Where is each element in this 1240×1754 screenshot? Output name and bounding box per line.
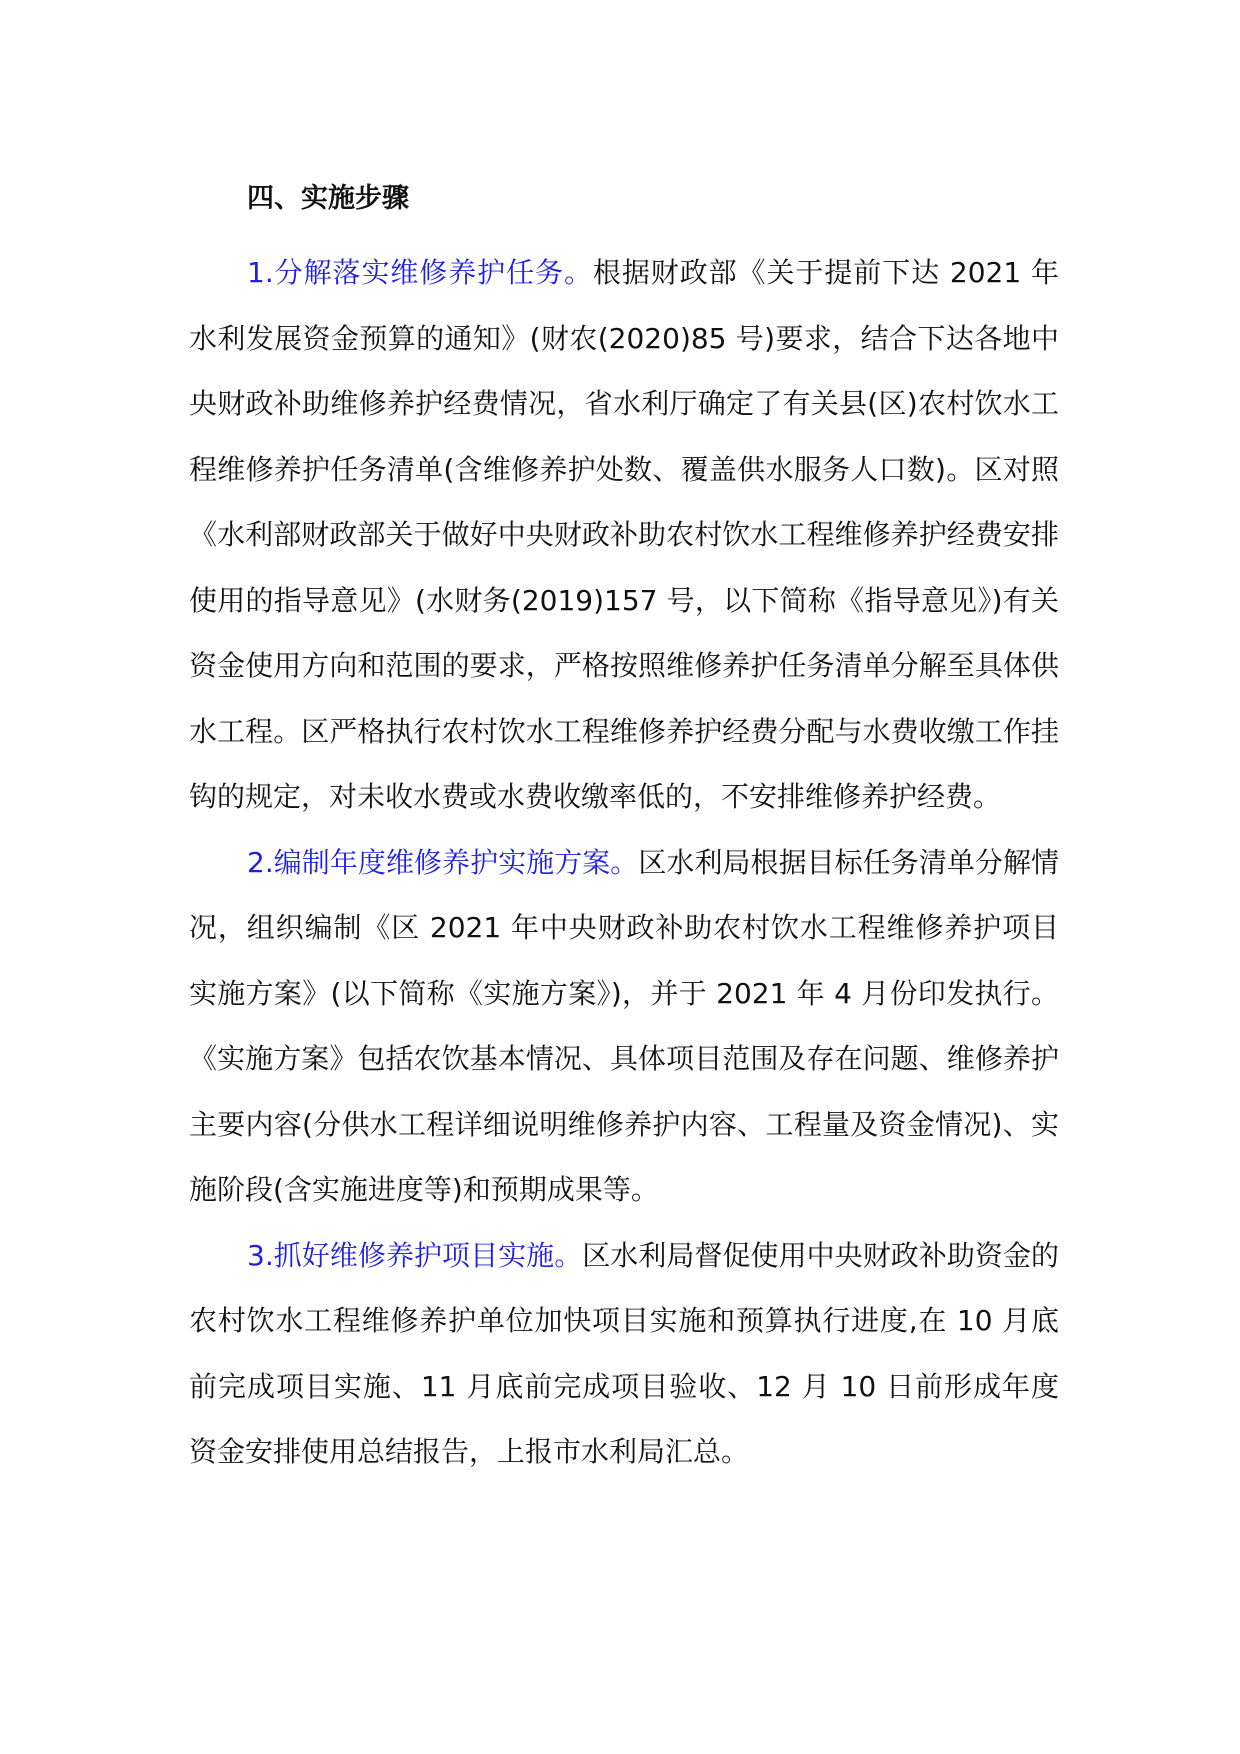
step-3-title: 3.抓好维修养护项目实施。 <box>247 1238 583 1272</box>
step-2-title: 2.编制年度维修养护实施方案。 <box>247 845 639 879</box>
step-1-title: 1.分解落实维修养护任务。 <box>247 256 593 289</box>
paragraph-step-1 <box>189 240 1059 830</box>
paragraph-step-3 <box>189 1223 1059 1485</box>
step-2-body: 区水利局根据目标任务清单分解情况，组织编制《区 2021 年中央财政补助农村饮水工程维修养护项目实施方案》(以下简称《实施方案》)，并于 2021 年 4 月份印发执行。《实施方案》包括农饮基本情况、具体项目范围及存在问题、维修养护主要内容(分供水工程详细说明维修养护内容、工程量及资金情况)、实施阶段(含实施进度等)和预期成果等。 <box>189 845 1059 1206</box>
document-content <box>189 166 1059 1485</box>
step-1-body: 根据财政部《关于提前下达 2021 年水利发展资金预算的通知》(财农(2020)85 号)要求，结合下达各地中央财政补助维修养护经费情况，省水利厅确定了有关县(区)农村饮水工程维修养护任务清单(含维修养护处数、覆盖供水服务人口数)。区对照《水利部财政部关于做好中央财政补助农村饮水工程维修养护经费安排使用的指导意见》(水财务(2019)157 号，以下简称《指导意见》)有关资金使用方向和范围的要求，严格按照维修养护任务清单分解至具体供水工程。区严格执行农村饮水工程维修养护经费分配与水费收缴工作挂钩的规定，对未收水费或水费收缴率低的，不安排维修养护经费。 <box>189 256 1060 813</box>
section-heading: 四、实施步骤 <box>247 183 409 214</box>
step-3-body: 区水利局督促使用中央财政补助资金的农村饮水工程维修养护单位加快项目实施和预算执行进度,在 10 月底前完成项目实施、11 月底前完成项目验收、12 月 10 日前形成年度资金安排使用总结报告，上报市水利局汇总。 <box>189 1238 1059 1468</box>
paragraph-step-2 <box>189 830 1059 1223</box>
